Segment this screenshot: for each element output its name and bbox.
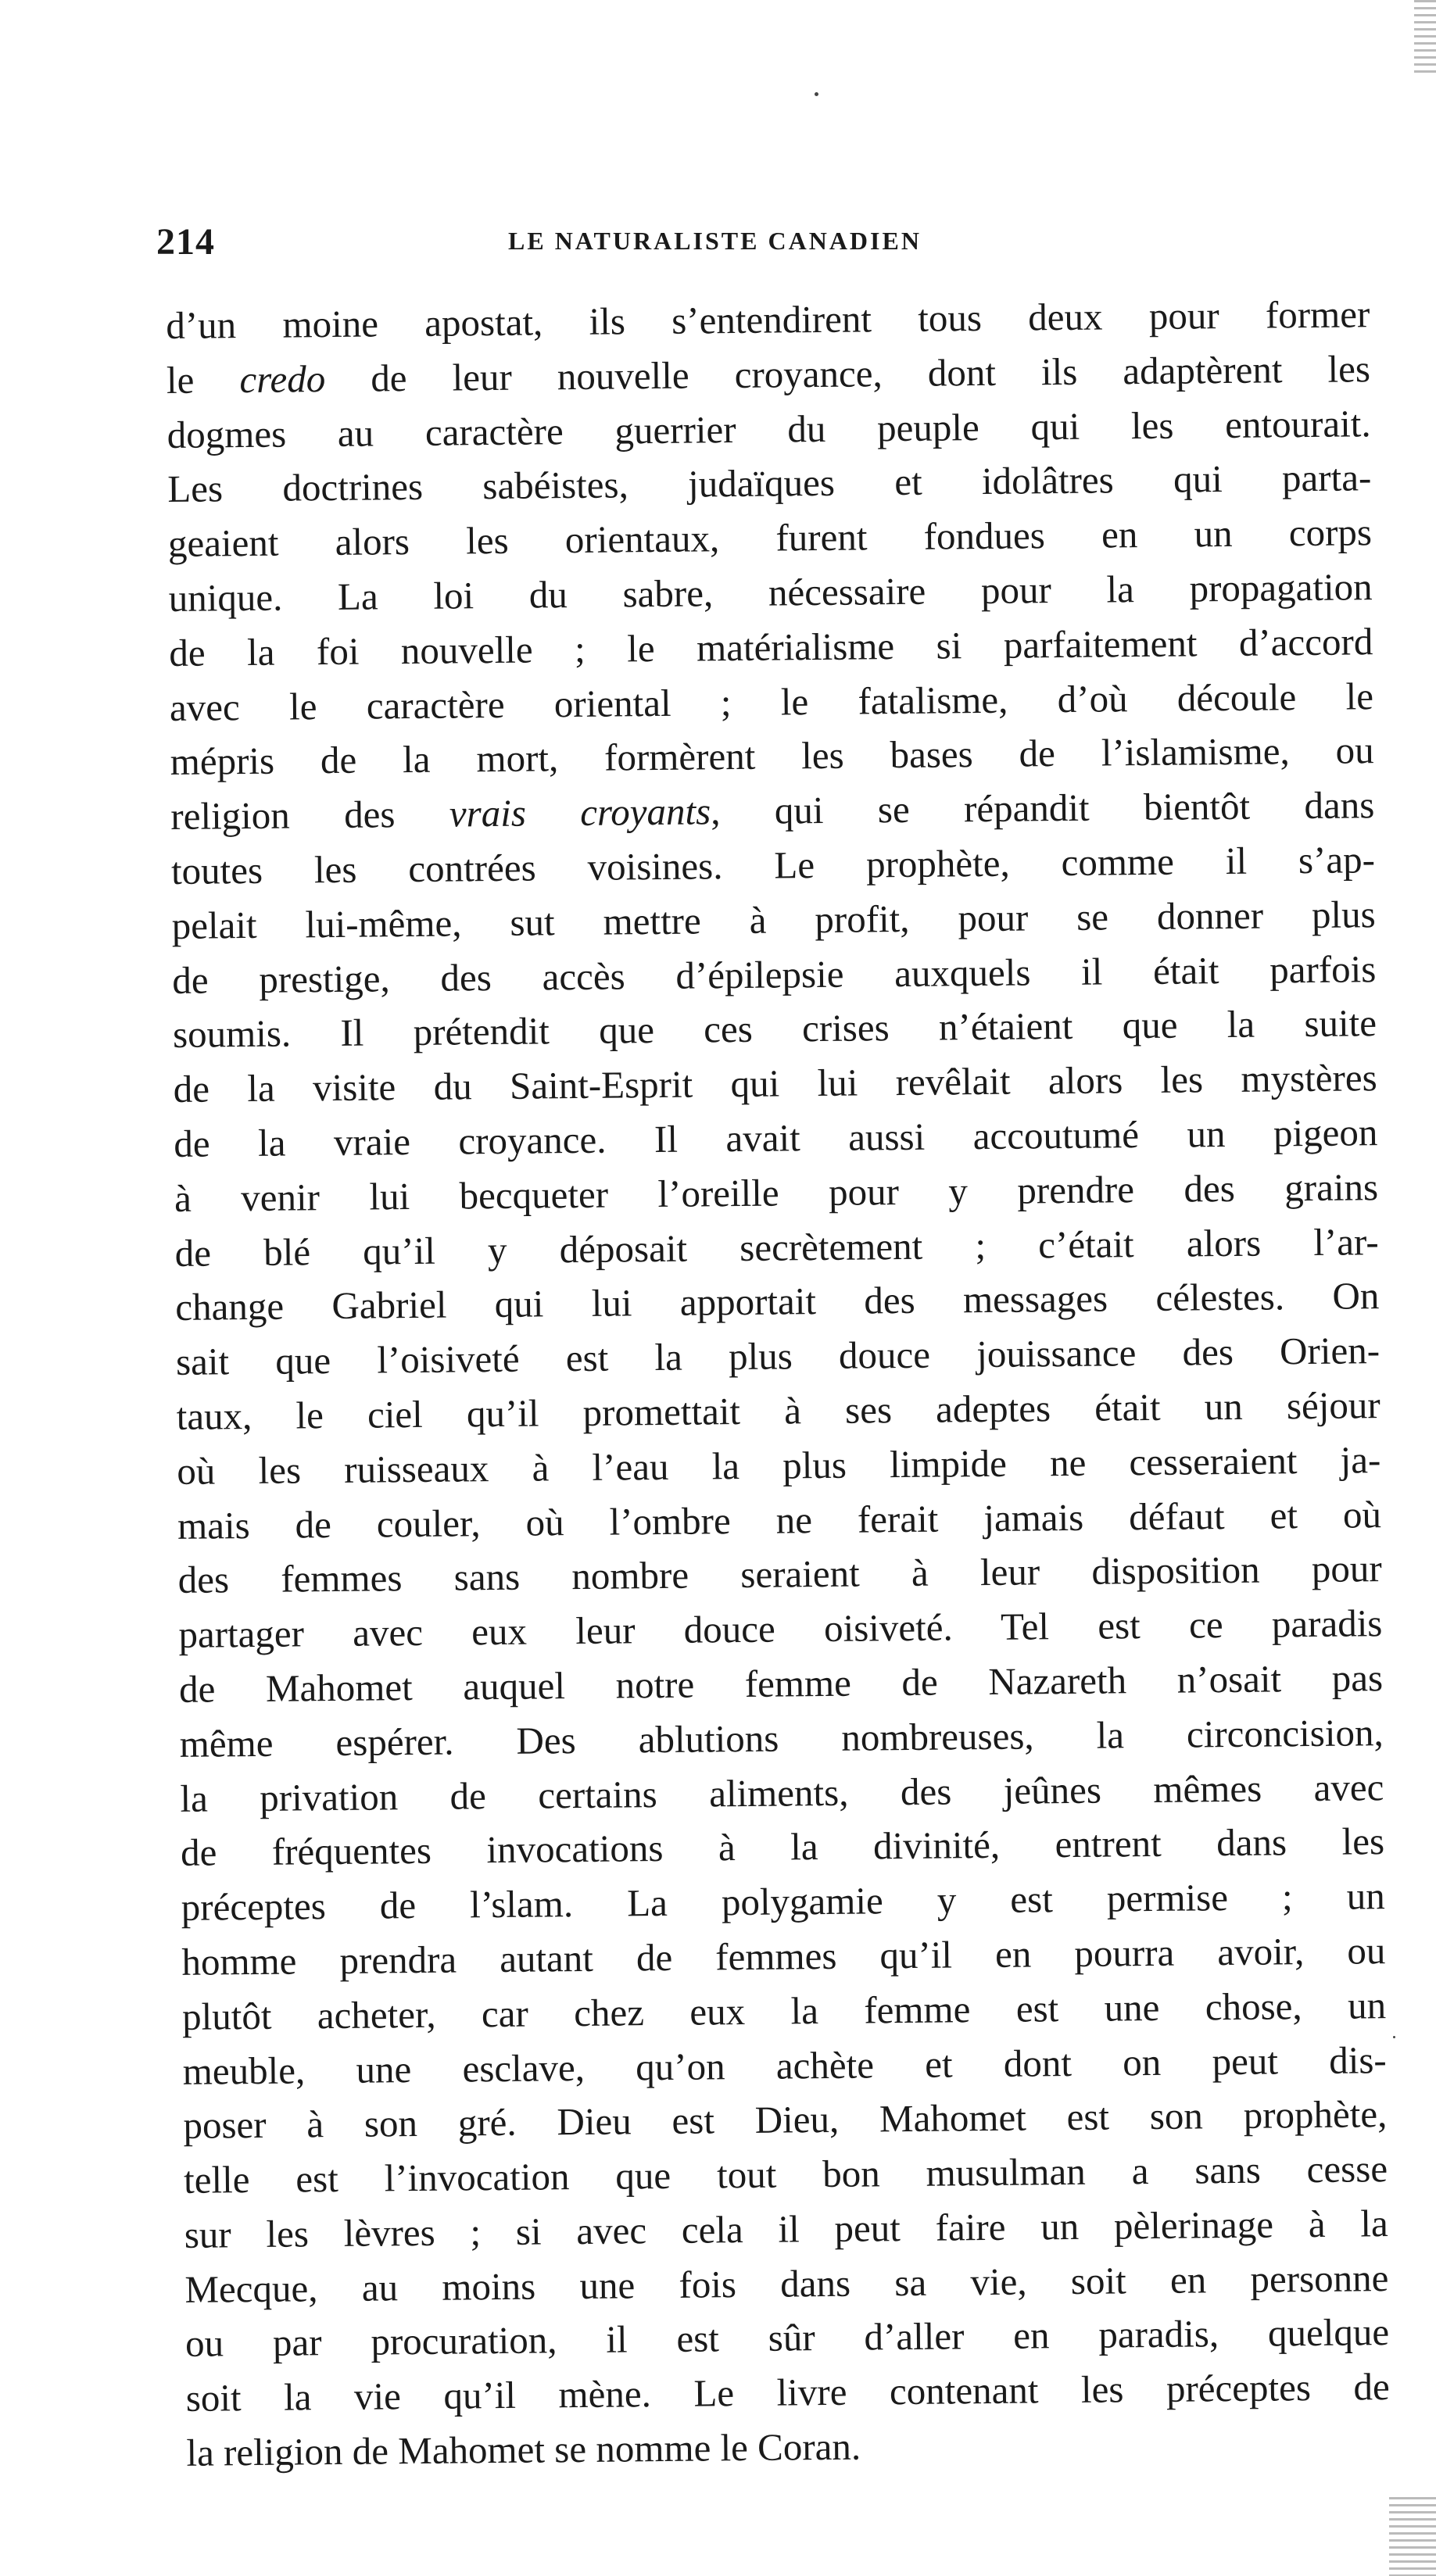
text-segment: de leur nouvelle croyance, dont ils adaptèrent les — [324, 347, 1371, 400]
print-speck — [1393, 2036, 1395, 2038]
text-line — [186, 2414, 1391, 2481]
text-segment: plutôt acheter, car chez eux la femme est une chose, un — [181, 1983, 1387, 2038]
italic-term: vrais croyants — [449, 789, 711, 835]
running-title: LE NATURALISTE CANADIEN — [508, 227, 922, 255]
text-segment: de la vraie croyance. Il avait aussi accoutumé un pigeon — [174, 1111, 1378, 1165]
text-segment: meuble, une esclave, qu’on achète et dont on peut dis- — [182, 2038, 1387, 2093]
text-segment: telle est l’invocation que tout bon musulman a sans cesse — [183, 2147, 1388, 2202]
text-segment: homme prendra autant de femmes qu’il en pourra avoir, ou — [181, 1929, 1386, 1984]
text-segment: soumis. Il prétendit que ces crises n’étaient que la suite — [172, 1001, 1377, 1057]
text-segment: à venir lui becqueter l’oreille pour y prendre des grains — [174, 1165, 1379, 1220]
text-segment: de la foi nouvelle ; le matérialisme si parfaitement d’accord — [169, 619, 1373, 674]
text-segment: soit la vie qu’il mène. Le livre contenant les préceptes de — [185, 2365, 1390, 2420]
text-segment: de prestige, des accès d’épilepsie auxquels il était parfois — [172, 946, 1377, 1002]
text-segment: avec le caractère oriental ; le fatalisme, d’où découle le — [169, 674, 1374, 729]
text-segment: dogmes au caractère guerrier du peuple qui les entourait. — [167, 401, 1371, 456]
print-speck — [815, 92, 818, 96]
text-segment: préceptes de l’slam. La polygamie y est permise ; un — [181, 1874, 1385, 1930]
text-segment: où les ruisseaux à l’eau la plus limpide ne cesseraient ja- — [177, 1437, 1381, 1493]
text-segment: pelait lui-même, sut mettre à profit, pour se donner plus — [171, 892, 1376, 947]
page-header — [156, 220, 977, 267]
text-line — [185, 2360, 1390, 2426]
text-segment: de blé qu’il y déposait secrètement ; c’était alors l’ar- — [174, 1219, 1379, 1275]
page-edge-speckle — [1414, 0, 1436, 74]
text-segment: Les doctrines sabéistes, judaïques et idolâtres qui parta- — [167, 456, 1372, 511]
text-segment: religion des — [170, 792, 450, 839]
page-number: 214 — [156, 221, 215, 263]
text-segment: , qui se répandit bientôt dans — [710, 783, 1375, 833]
text-segment: de la visite du Saint-Esprit qui lui revêlait alors les mystères — [173, 1056, 1377, 1111]
text-segment: Mecque, au moins une fois dans sa vie, soit en personne — [184, 2256, 1389, 2311]
text-segment: toutes les contrées voisines. Le prophète, comme il s’ap- — [170, 838, 1376, 893]
text-segment: sur les lèvres ; si avec cela il peut faire un pèlerinage à la — [184, 2201, 1388, 2256]
italic-term: credo — [239, 356, 326, 401]
text-segment: partager avec eux leur douce oisiveté. Tel est ce paradis — [178, 1601, 1383, 1657]
body-text — [166, 287, 1391, 2481]
text-segment: taux, le ciel qu’il promettait à ses adeptes était un séjour — [176, 1383, 1380, 1438]
text-segment: geaient alors les orientaux, furent fondues en un corps — [167, 510, 1373, 566]
page-edge-speckle — [1389, 2497, 1436, 2576]
text-segment: ou par procuration, il est sûr d’aller en paradis, quelque — [184, 2310, 1390, 2366]
text-segment: change Gabriel qui lui apportait des messages célestes. On — [175, 1274, 1380, 1329]
text-segment: mais de couler, où l’ombre ne ferait jamais défaut et où — [177, 1492, 1382, 1547]
text-segment: mépris de la mort, formèrent les bases de l’islamisme, ou — [170, 728, 1374, 784]
text-segment: unique. La loi du sabre, nécessaire pour la propagation — [168, 565, 1373, 620]
text-segment: de fréquentes invocations à la divinité, entrent dans les — [180, 1819, 1385, 1875]
text-segment: le — [166, 357, 240, 402]
text-segment: la religion de Mahomet se nomme le Coran. — [186, 2424, 861, 2474]
text-segment: même espérer. Des ablutions nombreuses, la circoncision, — [179, 1710, 1384, 1766]
text-segment: sait que l’oisiveté est la plus douce jouissance des Orien- — [175, 1329, 1380, 1384]
text-segment: d’un moine apostat, ils s’entendirent tous deux pour former — [166, 292, 1370, 347]
text-segment: poser à son gré. Dieu est Dieu, Mahomet est son prophète, — [183, 2092, 1388, 2148]
text-segment: de Mahomet auquel notre femme de Nazareth n’osait pas — [178, 1656, 1384, 1711]
text-segment: la privation de certains aliments, des jeûnes mêmes avec — [180, 1765, 1384, 1820]
text-segment: des femmes sans nombre seraient à leur disposition pour — [177, 1547, 1382, 1602]
